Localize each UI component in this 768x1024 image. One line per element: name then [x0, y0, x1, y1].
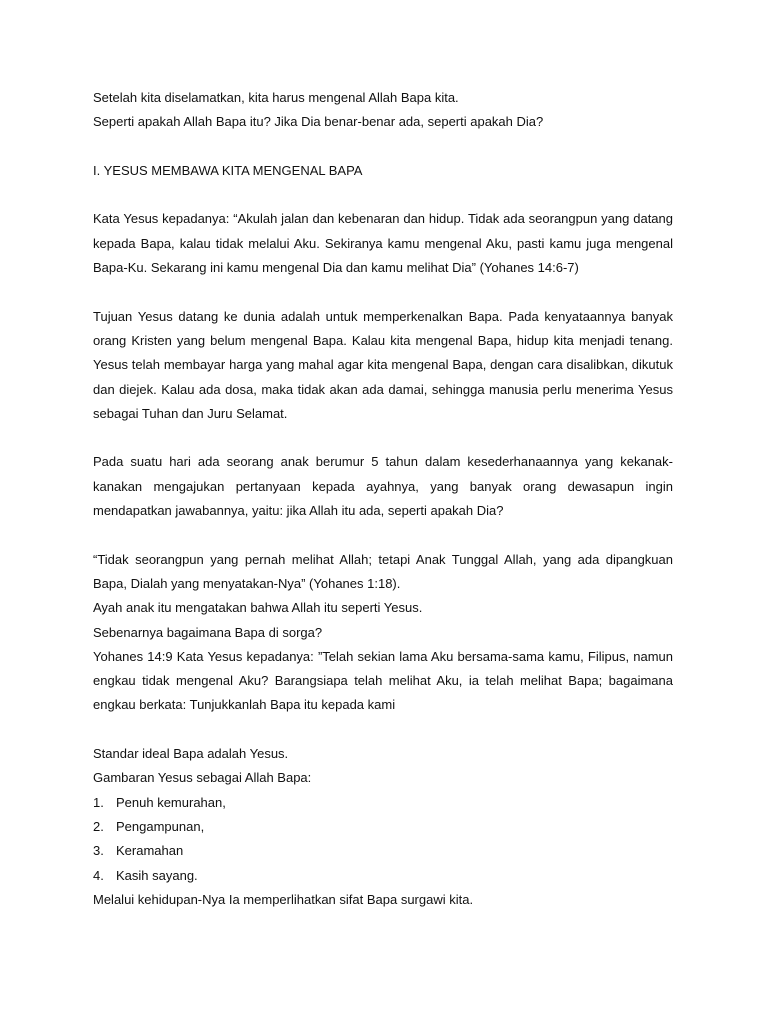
list-item: [93, 791, 673, 815]
list-text: Keramahan: [116, 843, 184, 859]
paragraph-child-question: Pada suatu hari ada seorang anak berumur 5 tahun dalam kesederhanaannya yang kekanak-kanakan mengajukan pertanyaan kepada ayahnya, yang banyak orang dewasapun ingin mendapatkan jawabannya, yaitu: jika Allah itu ada, seperti apakah Dia?: [93, 454, 673, 519]
paragraph-purpose: Tujuan Yesus datang ke dunia adalah untuk memperkenalkan Bapa. Pada kenyataannya banyak orang Kristen yang belum mengenal Bapa. Kalau kita mengenal Bapa, hidup kita menjadi tenang. Yesus telah membayar harga yang mahal agar kita mengenal Bapa, dengan cara disalibkan, dikutuk dan diejek. Kalau ada dosa, maka tidak akan ada damai, sehingga manusia perlu menerima Yesus sebagai Tuhan dan Juru Selamat.: [93, 308, 673, 421]
list-item: [93, 815, 673, 839]
document-body: [93, 86, 673, 912]
spacer: [93, 183, 673, 207]
list-number: 1.: [93, 794, 104, 810]
line-ideal-standard: Standar ideal Bapa adalah Yesus.: [93, 746, 289, 762]
list-text: Penuh kemurahan,: [116, 794, 226, 810]
spacer: [93, 523, 673, 547]
list-item: [93, 864, 673, 888]
spacer: [93, 426, 673, 450]
spacer: [93, 280, 673, 304]
list-text: Pengampunan,: [116, 818, 205, 834]
intro-line-2: Seperti apakah Allah Bapa itu? Jika Dia benar-benar ada, seperti apakah Dia?: [93, 114, 544, 130]
closing-line: Melalui kehidupan-Nya Ia memperlihatkan sifat Bapa surgawi kita.: [93, 891, 474, 907]
quote-john-1-18: “Tidak seorangpun yang pernah melihat Allah; tetapi Anak Tunggal Allah, yang ada dipangkuan Bapa, Dialah yang menyatakan-Nya” (Yohanes 1:18).: [93, 551, 673, 591]
line-question: Sebenarnya bagaimana Bapa di sorga?: [93, 624, 323, 640]
list-number: 2.: [93, 818, 104, 834]
intro-line-1: Setelah kita diselamatkan, kita harus mengenal Allah Bapa kita.: [93, 90, 459, 105]
quote-john-14-9: Yohanes 14:9 Kata Yesus kepadanya: ”Telah sekian lama Aku bersama-sama kamu, Filipus, namun engkau tidak mengenal Aku? Barangsiapa telah melihat Aku, ia telah melihat Bapa; bagaimana engkau berkata: Tunjukkanlah Bapa itu kepada kami: [93, 648, 673, 713]
section-heading: I. YESUS MEMBAWA KITA MENGENAL BAPA: [93, 162, 363, 178]
line-father-answer: Ayah anak itu mengatakan bahwa Allah itu seperti Yesus.: [93, 600, 423, 616]
paragraph-john-14-6: Kata Yesus kepadanya: “Akulah jalan dan kebenaran dan hidup. Tidak ada seorangpun yang datang kepada Bapa, kalau tidak melalui Aku. Sekiranya kamu mengenal Aku, pasti kamu juga mengenal Bapa-Ku. Sekarang ini kamu mengenal Dia dan kamu melihat Dia” (Yohanes 14:6-7): [93, 211, 673, 276]
list-number: 3.: [93, 843, 104, 859]
list-item: [93, 839, 673, 863]
line-list-intro: Gambaran Yesus sebagai Allah Bapa:: [93, 770, 312, 786]
list-number: 4.: [93, 867, 104, 883]
spacer: [93, 135, 673, 159]
list-text: Kasih sayang.: [116, 867, 198, 883]
spacer: [93, 718, 673, 742]
